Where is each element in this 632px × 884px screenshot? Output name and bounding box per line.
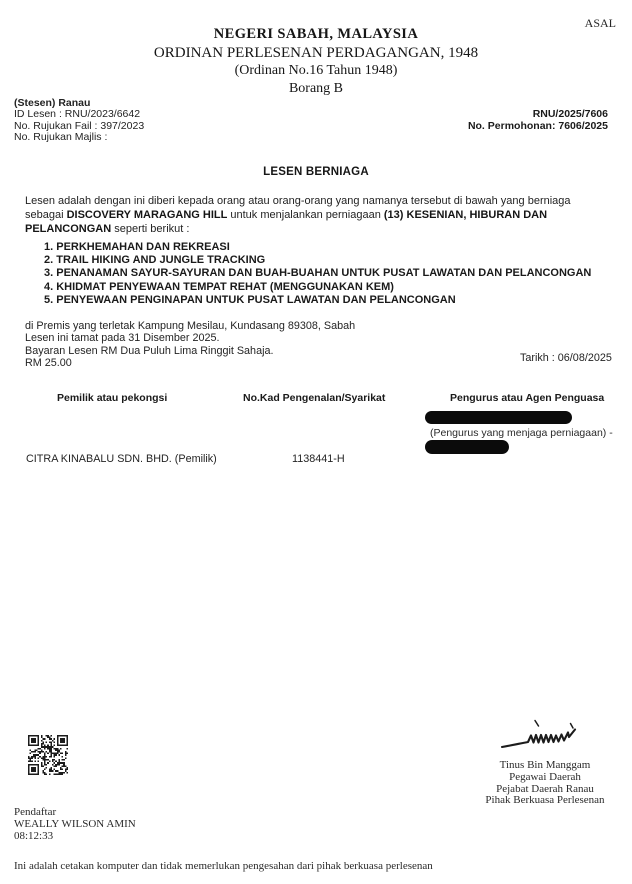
reference-left-block [14,98,144,144]
grant-paragraph [25,195,610,236]
owner-name: CITRA KINABALU SDN. BHD. (Pemilik) [26,453,217,465]
grant-text-1: Lesen adalah dengan ini diberi kepada orang atau orang-orang yang namanya tersebut di bawah yang berniaga sebagai [25,195,571,221]
business-category: (13) KESENIAN, HIBURAN DAN PELANCONGAN [25,208,548,235]
officer-name: Tinus Bin Manggam [499,759,591,771]
grant-text-3: seperti berikut : [111,222,190,235]
activity-item: 1. PERKHEMAHAN DAN REKREASI [44,241,230,253]
signature-scribble-icon [498,716,593,754]
registrar-name: WEALLY WILSON AMIN [14,818,136,830]
expiry-line: Lesen ini tamat pada 31 Disember 2025. [25,332,220,345]
redaction-bar-manager-name [425,411,572,424]
premises-block [25,320,355,369]
registrar-block [14,806,136,842]
officer-signature [498,716,593,754]
officer-office: Pejabat Daerah Ranau [496,782,594,795]
column-header-id: No.Kad Pengenalan/Syarikat [243,392,386,404]
file-reference: No. Rujukan Fail : 397/2023 [14,119,145,132]
ordinance-subtitle: (Ordinan No.16 Tahun 1948) [234,63,398,78]
company-id: 1138441-H [292,453,345,465]
activity-item: 2. TRAIL HIKING AND JUNGLE TRACKING [44,254,266,267]
officer-authority: Pihak Berkuasa Perlesenan [485,794,605,807]
qr-code [28,735,68,775]
license-id: ID Lesen : RNU/2023/6642 [14,108,141,121]
column-header-owner: Pemilik atau pekongsi [57,392,168,404]
redaction-bar-manager-id [425,440,509,454]
fee-line: Bayaran Lesen RM Dua Puluh Lima Ringgit Sahaja. [25,344,274,357]
license-number: RNU/2025/7606 [532,108,608,120]
council-reference: No. Rujukan Majlis : [14,131,108,144]
activity-list [44,241,591,307]
ordinance-title: ORDINAN PERLESENAN PERDAGANGAN, 1948 [153,45,479,61]
business-name: DISCOVERY MARAGANG HILL [66,208,228,221]
registrar-label: Pendaftar [14,806,57,818]
officer-title: Pegawai Daerah [509,770,581,783]
footer-disclaimer: Ini adalah cetakan komputer dan tidak memerlukan pengesahan dari pihak berkuasa perlesenan [14,860,433,872]
grant-text-2: untuk menjalankan perniagaan [227,208,384,221]
station-label: (Stesen) Ranau [14,97,91,109]
license-title: LESEN BERNIAGA [263,166,369,178]
document-header [0,26,632,97]
copy-label: ASAL [584,16,616,30]
premises-line: di Premis yang terletak Kampung Mesilau, Kundasang 89308, Sabah [25,320,356,332]
state-title: NEGERI SABAH, MALAYSIA [213,26,419,42]
activity-item: 5. PENYEWAAN PENGINAPAN UNTUK PUSAT LAWATAN DAN PELANCONGAN [44,293,456,306]
issue-date: Tarikh : 06/08/2025 [520,352,612,364]
column-header-manager: Pengurus atau Agen Penguasa [450,392,605,404]
application-number: No. Permohonan: 7606/2025 [467,119,608,132]
form-label: Borang B [288,81,344,96]
print-time: 08:12:33 [14,830,54,842]
manager-caption: (Pengurus yang menjaga perniagaan) - [430,427,613,439]
reference-right-block [468,109,608,133]
fee-amount: RM 25.00 [25,356,72,369]
activity-item: 4. KHIDMAT PENYEWAAN TEMPAT REHAT (MENGGUNAKAN KEM) [44,280,394,293]
activity-item: 3. PENANAMAN SAYUR-SAYURAN DAN BUAH-BUAHAN UNTUK PUSAT LAWATAN DAN PELANCONGAN [44,267,592,280]
officer-signoff-block [455,760,632,807]
